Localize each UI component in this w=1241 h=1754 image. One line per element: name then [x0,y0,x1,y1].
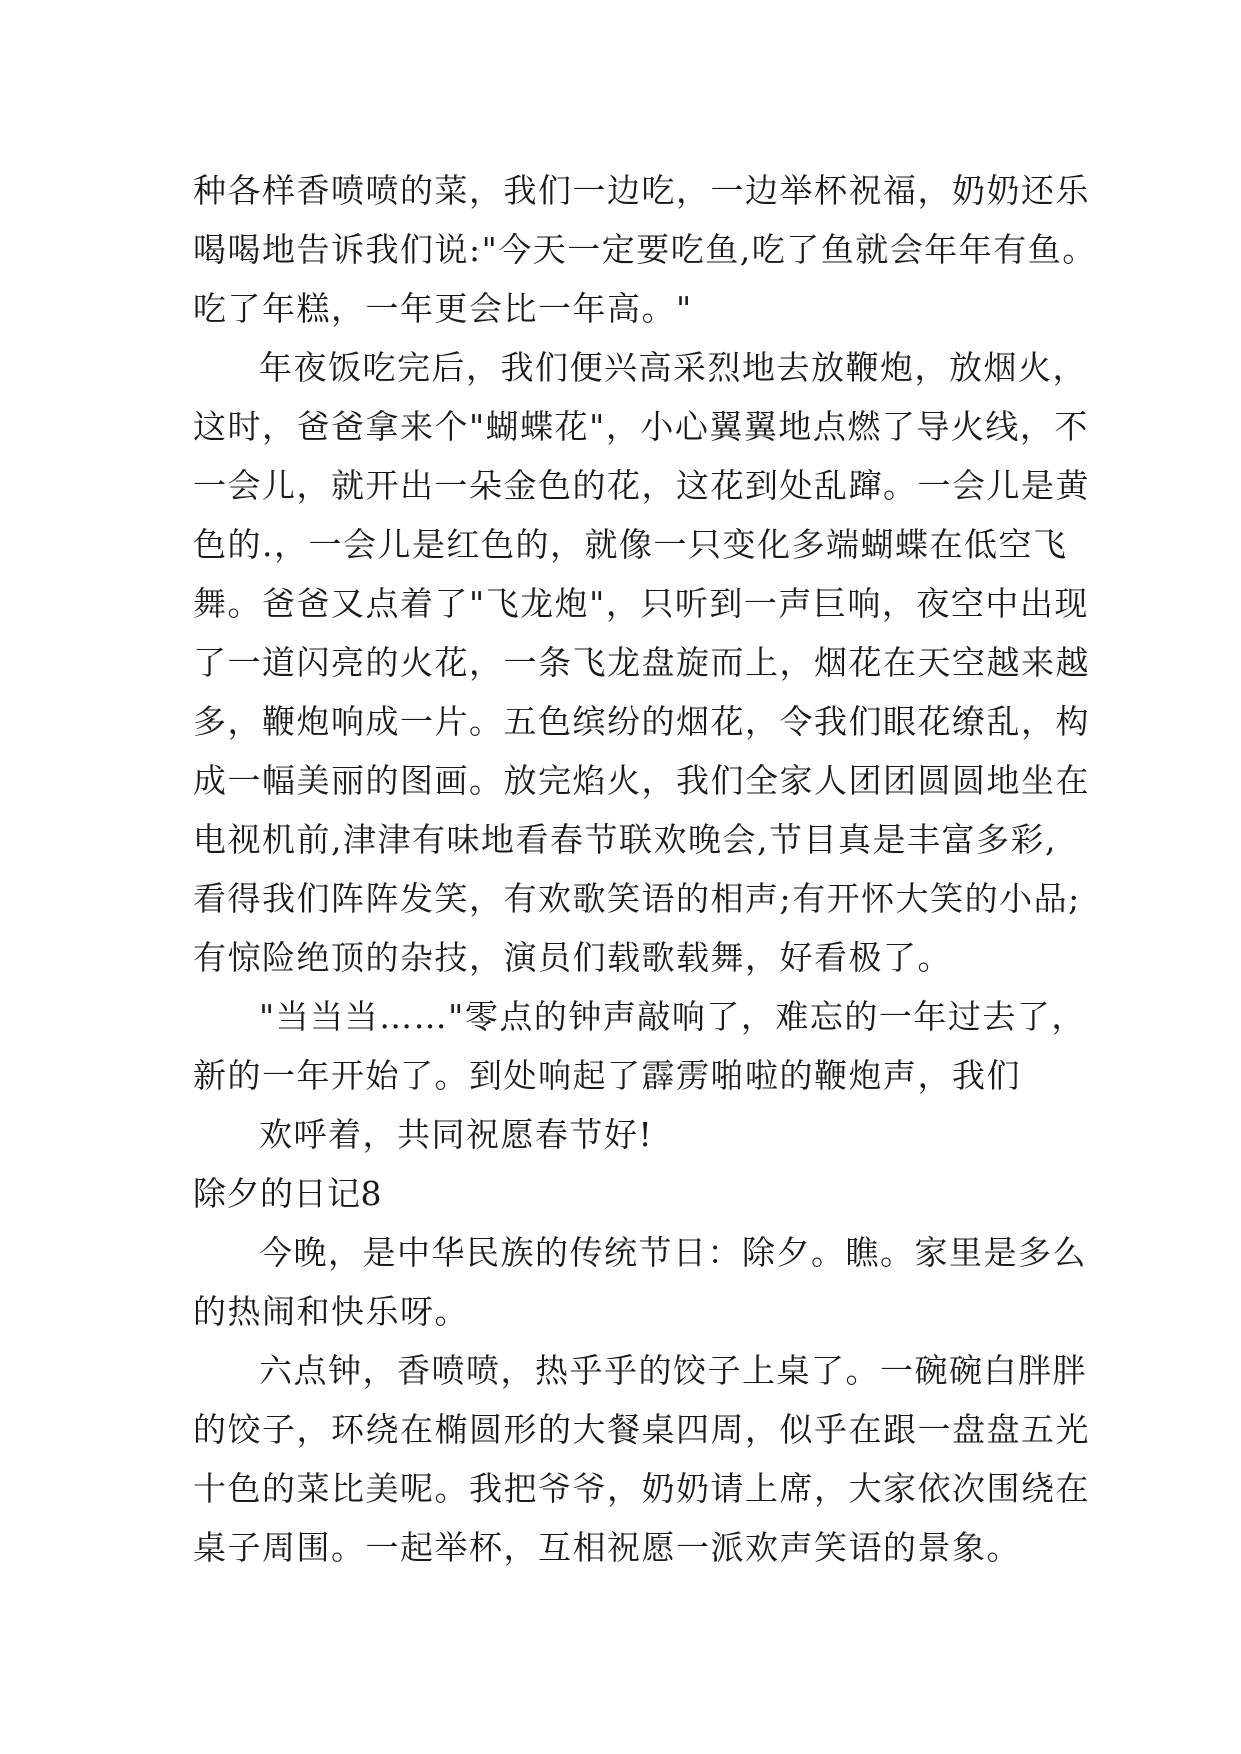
text-line: 有惊险绝顶的杂技，演员们载歌载舞，好看极了。 [193,938,952,977]
paragraph-start-line: 六点钟，香喷喷，热乎乎的饺子上桌了。一碗碗白胖胖 [259,1351,1087,1390]
text-line: 这时，爸爸拿来个"蝴蝶花"，小心翼翼地点燃了导火线，不 [193,407,1089,446]
paragraph-start-line: 欢呼着，共同祝愿春节好! [259,1115,654,1154]
paragraph-start-line: 今晚，是中华民族的传统节日：除夕。瞧。家里是多么 [259,1233,1087,1272]
text-line: 吃了年糕，一年更会比一年高。" [193,289,693,328]
text-line: 多，鞭炮响成一片。五色缤纷的烟花，令我们眼花缭乱，构 [193,702,1090,741]
paragraph-start-line: 年夜饭吃完后，我们便兴高采烈地去放鞭炮，放烟火， [259,348,1087,387]
text-line: 舞。爸爸又点着了"飞龙炮"，只听到一声巨响，夜空中出现 [193,584,1089,623]
text-line: 的热闹和快乐呀。 [193,1292,469,1331]
text-line: 新的一年开始了。到处响起了霹雳啪啦的鞭炮声，我们 [193,1056,1021,1095]
text-line: 喝喝地告诉我们说:"今天一定要吃鱼,吃了鱼就会年年有鱼。 [193,230,1097,269]
document-body [193,161,1097,1577]
text-line: 了一道闪亮的火花，一条飞龙盘旋而上，烟花在天空越来越 [193,643,1090,682]
text-line: 桌子周围。一起举杯，互相祝愿一派欢声笑语的景象。 [193,1528,1021,1567]
text-line: 看得我们阵阵发笑，有欢歌笑语的相声;有开怀大笑的小品; [193,879,1081,918]
text-line: 的饺子，环绕在椭圆形的大餐桌四周，似乎在跟一盘盘五光 [193,1410,1090,1449]
text-line: 色的.，一会儿是红色的，就像一只变化多端蝴蝶在低空飞 [193,525,1068,564]
text-line: 种各样香喷喷的菜，我们一边吃，一边举杯祝福，奶奶还乐 [193,171,1090,210]
text-line: 成一幅美丽的图画。放完焰火，我们全家人团团圆圆地坐在 [193,761,1090,800]
section-heading: 除夕的日记8 [193,1174,382,1213]
text-line: 十色的菜比美呢。我把爷爷，奶奶请上席，大家依次围绕在 [193,1469,1090,1508]
text-line: 一会儿，就开出一朵金色的花，这花到处乱蹿。一会儿是黄 [193,466,1090,505]
text-line: 电视机前,津津有味地看春节联欢晚会,节目真是丰富多彩, [193,820,1057,859]
paragraph-start-line: "当当当……"零点的钟声敲响了，难忘的一年过去了， [259,997,1086,1036]
